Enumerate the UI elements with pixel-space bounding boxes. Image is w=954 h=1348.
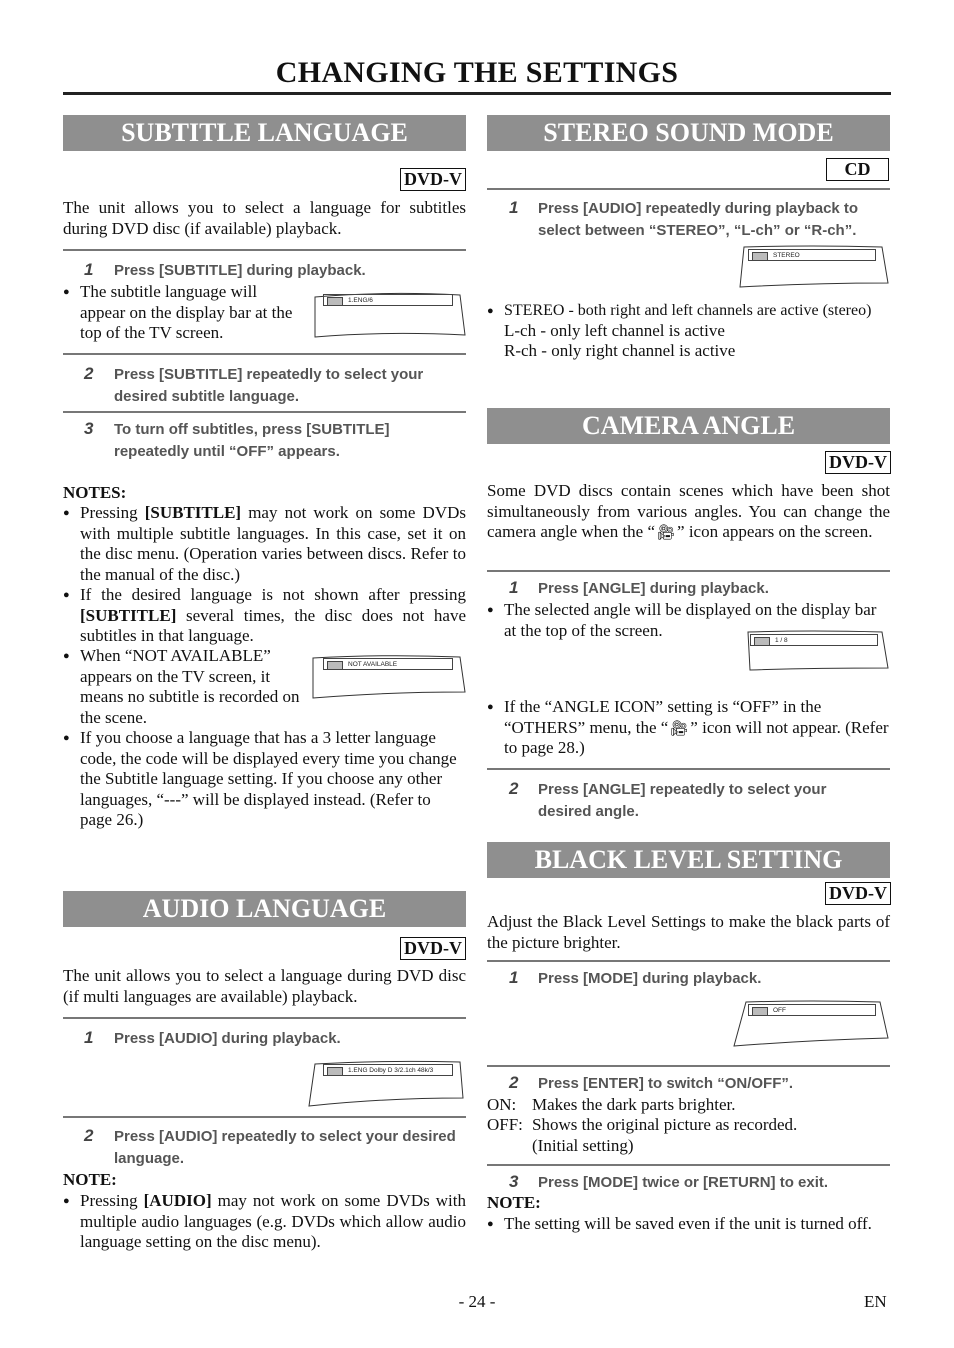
off-initial-setting: (Initial setting) (532, 1136, 634, 1155)
step-number: 1 (509, 968, 519, 987)
subtitle-language-heading: SUBTITLE LANGUAGE (63, 115, 466, 151)
stereo-step-1: Press [AUDIO] repeatedly during playback to select between “STEREO”, “L-ch” or “R-ch”. (538, 200, 859, 239)
note-heading: NOTE: (487, 1193, 541, 1212)
audio-step-1: Press [AUDIO] during playback. (114, 1030, 341, 1047)
bullet-icon: ● (487, 701, 494, 713)
step-number: 2 (509, 779, 519, 798)
camera-bullet: ● The selected angle will be displayed on the display bar at the top of the screen. (487, 600, 877, 640)
dvd-v-badge: DVD-V (400, 937, 466, 960)
dvd-v-badge: DVD-V (400, 168, 466, 191)
black-step-3: Press [MODE] twice or [RETURN] to exit. (538, 1174, 829, 1191)
page-title: CHANGING THE SETTINGS (275, 56, 679, 89)
subtitle-step-3: To turn off subtitles, press [SUBTITLE] repeatedly until “OFF” appears. (114, 421, 390, 460)
audio-icon (327, 1067, 343, 1076)
note-item: ● If the desired language is not shown after pressing [SUBTITLE] several times, the disc does not have subtitles in that language. (63, 585, 466, 645)
divider (487, 768, 890, 770)
step-number: 1 (509, 578, 519, 597)
subtitle-intro: The unit allows you to select a language for subtitles during DVD disc (if available) playback. (63, 198, 466, 238)
stereo-line: L-ch - only left channel is active (504, 321, 725, 340)
on-label: ON: (487, 1095, 517, 1114)
camera-step-1: Press [ANGLE] during playback. (538, 580, 769, 597)
stereo-bullet: ● STEREO - both right and left channels are active (stereo) (487, 301, 897, 322)
bullet-icon: ● (63, 589, 70, 601)
language-code: EN (864, 1292, 887, 1311)
dvd-v-badge: DVD-V (825, 882, 891, 905)
camera-step-2: Press [ANGLE] repeatedly to select your desired angle. (538, 781, 827, 820)
osd-display-bar: STEREO (748, 249, 876, 261)
osd-display-bar: NOT AVAILABLE (323, 658, 453, 670)
divider (487, 1065, 890, 1067)
divider (63, 411, 466, 413)
bullet-icon: ● (63, 732, 70, 744)
stereo-line: R-ch - only right channel is active (504, 341, 736, 360)
note-heading: NOTE: (63, 1170, 117, 1189)
step-number: 2 (84, 364, 94, 383)
audio-step-2: Press [AUDIO] repeatedly to select your desired language. (114, 1128, 456, 1167)
notes-heading: NOTES: (63, 483, 127, 502)
subtitle-icon (327, 661, 343, 670)
divider (63, 1017, 466, 1019)
audio-icon (752, 252, 768, 261)
divider (487, 1164, 890, 1166)
divider (63, 249, 466, 251)
divider (487, 570, 890, 572)
angle-icon (754, 637, 770, 646)
camera-bullet: ● If the “ANGLE ICON” setting is “OFF” in the “OTHERS” menu, the “🎥︎” icon will not appear. (Refer to page 28.) (487, 697, 889, 757)
osd-display-bar: 1.ENG Dolby D 3/2.1ch 48k/3 (323, 1064, 453, 1076)
divider (63, 1116, 466, 1118)
dvd-v-badge: DVD-V (825, 451, 891, 474)
black-level-icon (752, 1007, 768, 1016)
off-label: OFF: (487, 1115, 523, 1134)
bullet-icon: ● (487, 305, 494, 317)
bullet-icon: ● (63, 650, 70, 662)
off-description: Shows the original picture as recorded. (532, 1115, 798, 1134)
bullet-icon: ● (487, 1218, 494, 1230)
osd-display-bar: 1 / 8 (750, 634, 878, 646)
angle-icon: 🎥︎ (669, 718, 689, 737)
black-step-1: Press [MODE] during playback. (538, 970, 762, 987)
cd-badge: CD (826, 158, 889, 181)
note-item: ● Pressing [AUDIO] may not work on some DVDs with multiple audio languages (e.g. DVDs which allow audio language setting on the disc menu). (63, 1191, 466, 1251)
subtitle-step-1-bullet: ● The subtitle language will appear on the display bar at the top of the TV screen. (63, 282, 293, 342)
audio-language-heading: AUDIO LANGUAGE (63, 891, 466, 927)
divider (487, 960, 890, 962)
note-item: ● The setting will be saved even if the unit is turned off. (487, 1214, 872, 1233)
stereo-sound-mode-heading: STEREO SOUND MODE (487, 115, 890, 151)
black-step-2: Press [ENTER] to switch “ON/OFF”. (538, 1075, 794, 1092)
angle-icon: 🎥︎ (656, 523, 676, 541)
bullet-icon: ● (63, 507, 70, 519)
note-item: ● When “NOT AVAILABLE” appears on the TV screen, it means no subtitle is recorded on the scene. (63, 646, 300, 727)
step-number: 2 (509, 1073, 519, 1092)
note-item: ● If you choose a language that has a 3 letter language code, the code will be displayed every time you change the Subtitle language setting. If you choose any other languages, “---” will be displayed instead. (Refer to page 26.) (63, 728, 457, 829)
black-level-heading: BLACK LEVEL SETTING (487, 842, 890, 878)
osd-display-bar: OFF (748, 1004, 876, 1016)
step-number: 2 (84, 1126, 94, 1145)
step-number: 1 (84, 1028, 94, 1047)
step-number: 1 (84, 260, 94, 279)
bullet-icon: ● (63, 1195, 70, 1207)
bullet-icon: ● (487, 604, 494, 616)
page-number: - 24 - (458, 1292, 496, 1311)
camera-intro: Some DVD discs contain scenes which have been shot simultaneously from various angles. You can change the camera angle when the “🎥︎” icon appears on the screen. (487, 481, 890, 541)
on-description: Makes the dark parts brighter. (532, 1095, 736, 1114)
bullet-icon: ● (63, 286, 70, 298)
divider (63, 353, 466, 355)
black-intro: Adjust the Black Level Settings to make the black parts of the picture brighter. (487, 912, 890, 952)
title-divider (63, 92, 891, 95)
camera-angle-heading: CAMERA ANGLE (487, 408, 890, 444)
subtitle-step-1: Press [SUBTITLE] during playback. (114, 262, 366, 279)
note-item: ● Pressing [SUBTITLE] may not work on some DVDs with multiple subtitle languages. In this case, set it on the disc menu. (Operation varies between discs. Refer to the manual of the disc.) (63, 503, 466, 584)
divider (487, 188, 890, 190)
osd-display-bar: 1.ENG/6 (323, 294, 453, 306)
step-number: 1 (509, 198, 519, 217)
subtitle-step-2: Press [SUBTITLE] repeatedly to select your desired subtitle language. (114, 366, 424, 405)
step-number: 3 (509, 1172, 519, 1191)
subtitle-icon (327, 297, 343, 306)
step-number: 3 (84, 419, 94, 438)
audio-intro: The unit allows you to select a language during DVD disc (if multi languages are available) playback. (63, 966, 466, 1006)
